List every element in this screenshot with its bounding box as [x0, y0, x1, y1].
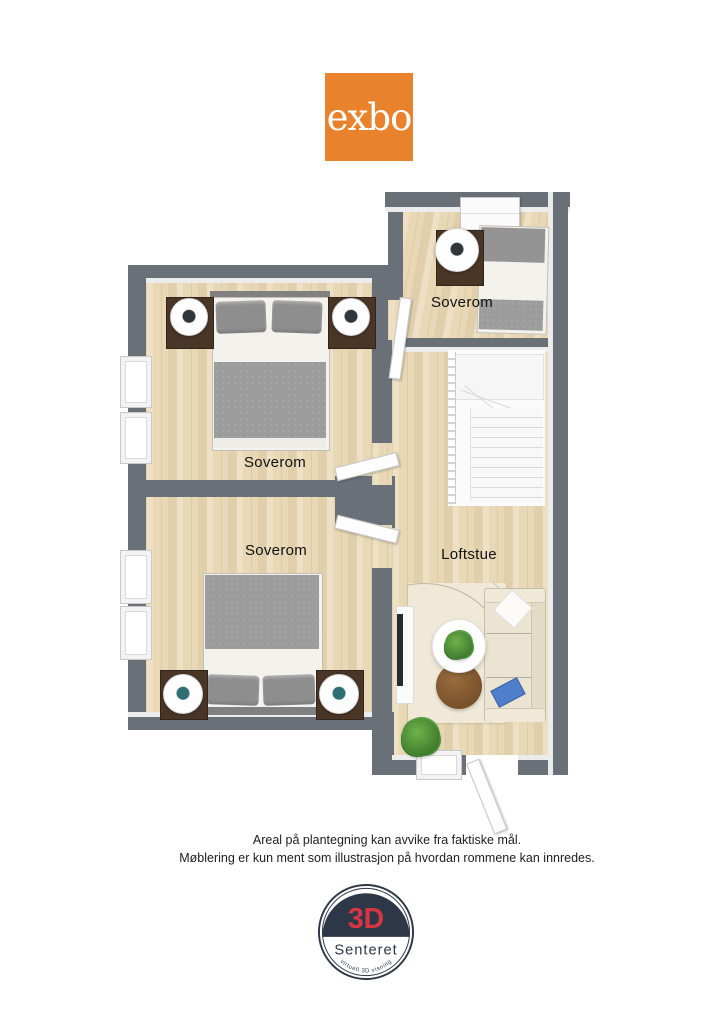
wall: [388, 212, 403, 302]
exbo-logo-text: exbo: [326, 95, 412, 139]
wall: [128, 265, 390, 283]
pillow: [262, 674, 315, 706]
badge-senteret-text: Senteret: [334, 942, 398, 959]
blanket: [214, 362, 326, 440]
sofa-backrest: [531, 589, 545, 721]
window: [120, 356, 152, 408]
table-lamp: [332, 298, 370, 336]
bed-head-cushion: [480, 227, 545, 263]
pillow: [215, 300, 266, 334]
wall: [548, 192, 568, 775]
potted-plant: [445, 631, 473, 659]
room-label-bedroom-top: Soverom: [430, 294, 494, 311]
disclaimer: [50, 831, 724, 867]
pillow: [271, 300, 322, 334]
blanket: [205, 575, 319, 649]
disclaimer-line2: Møblering er kun ment som illustrasjon på hvordan rommene kan innredes.: [179, 851, 595, 865]
table-lamp: [319, 674, 359, 714]
staircase: [448, 350, 545, 506]
badge-3d-text: 3D: [347, 903, 385, 936]
wall: [372, 712, 394, 775]
pillow: [206, 674, 259, 706]
room-label-loft: Loftstue: [441, 546, 497, 563]
exbo-logo: [325, 73, 413, 161]
door-loft-exit: [466, 759, 507, 835]
badge-tagline: virtuell 3D visning: [338, 958, 394, 975]
room-label-bedroom-upper: Soverom: [243, 454, 307, 471]
table-lamp: [170, 298, 208, 336]
sofa: [484, 588, 546, 722]
3d-senteret-logo: [317, 883, 415, 981]
stair-landing: [452, 354, 544, 400]
single-bed: [477, 225, 550, 335]
wall: [392, 755, 418, 775]
tv: [397, 614, 403, 686]
table-lamp: [435, 228, 479, 272]
sofa-seam: [486, 633, 531, 634]
disclaimer-line1: Areal på plantegning kan avvike fra faktiske mål.: [252, 833, 522, 847]
sofa-armrest: [485, 708, 545, 722]
stair-treads: [470, 408, 543, 502]
table-lamp: [163, 674, 203, 714]
wall: [518, 755, 548, 775]
bed-footboard: [214, 438, 326, 448]
window: [120, 412, 152, 464]
stair-railing: [448, 352, 456, 504]
wall: [128, 265, 146, 730]
bed-headboard: [201, 707, 323, 715]
window: [120, 550, 152, 604]
room-label-bedroom-lower: Soverom: [244, 542, 308, 559]
throw-pillow-blue: [490, 677, 525, 708]
floor-plant: [402, 718, 440, 756]
sofa-seam: [486, 677, 531, 678]
window: [120, 606, 152, 660]
